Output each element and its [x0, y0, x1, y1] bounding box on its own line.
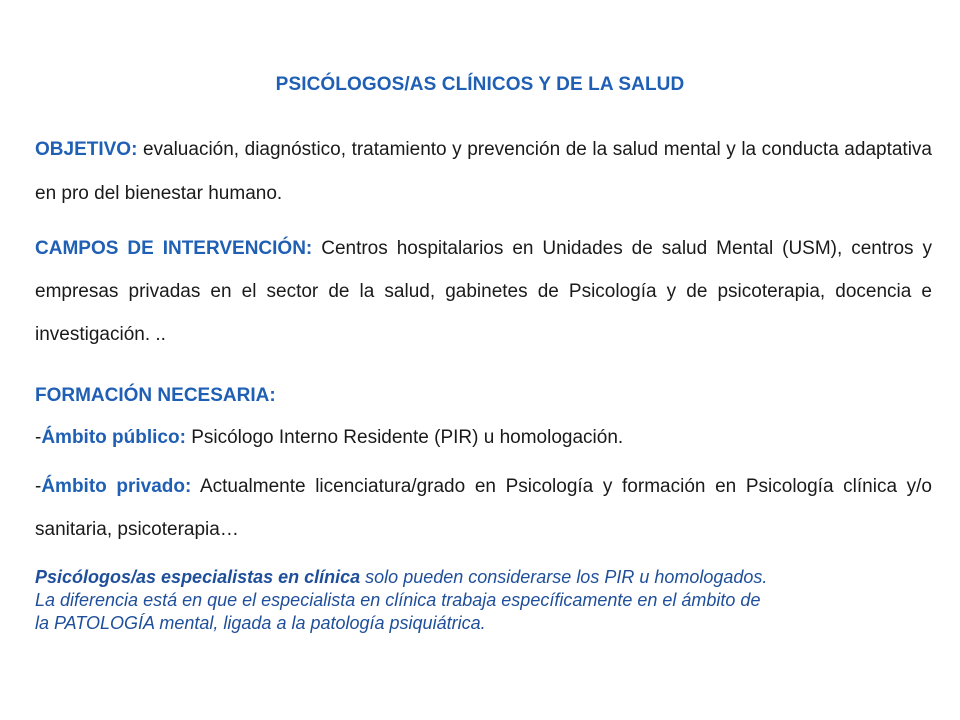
ambito-privado-text: Actualmente licenciatura/grado en Psicología y formación en Psicología clínica y/o sanitaria, psicoterapia…: [35, 476, 932, 540]
especialistas-note: [35, 566, 935, 635]
objetivo-label: OBJETIVO:: [35, 139, 138, 160]
objetivo-paragraph: [35, 128, 932, 216]
campos-text: Centros hospitalarios en Unidades de salud Mental (USM), centros y empresas privadas en el sector de la salud, gabinetes de Psicología y de psicoterapia, docencia e investigación. ..: [35, 238, 932, 345]
objetivo-text: evaluación, diagnóstico, tratamiento y prevención de la salud mental y la conducta adaptativa en pro del bienestar humano.: [35, 139, 932, 204]
especialistas-line-3: la PATOLOGÍA mental, ligada a la patología psiquiátrica.: [35, 613, 486, 633]
formacion-heading: [35, 383, 932, 409]
especialistas-line-2: La diferencia está en que el especialista en clínica trabaja específicamente en el ámbito de: [35, 590, 761, 610]
ambito-publico-text: Psicólogo Interno Residente (PIR) u homologación.: [185, 427, 624, 448]
especialistas-line-1: [35, 566, 935, 589]
especialistas-rest-text: solo pueden considerarse los PIR u homologados.: [360, 567, 768, 587]
ambito-publico-label: Ámbito público:: [41, 427, 186, 448]
slide-title: PSICÓLOGOS/AS CLÍNICOS Y DE LA SALUD: [275, 74, 685, 95]
campos-paragraph: [35, 227, 932, 356]
formacion-label: FORMACIÓN NECESARIA:: [35, 385, 276, 406]
ambito-publico-dash: -: [35, 427, 42, 448]
ambito-privado-paragraph: [35, 465, 932, 551]
ambito-privado-label: Ámbito privado:: [41, 476, 192, 497]
campos-label: CAMPOS DE INTERVENCIÓN:: [35, 238, 313, 259]
ambito-privado-dash: -: [35, 476, 42, 497]
ambito-publico-paragraph: [35, 425, 932, 451]
especialistas-bold-text: Psicólogos/as especialistas en clínica: [35, 567, 361, 587]
